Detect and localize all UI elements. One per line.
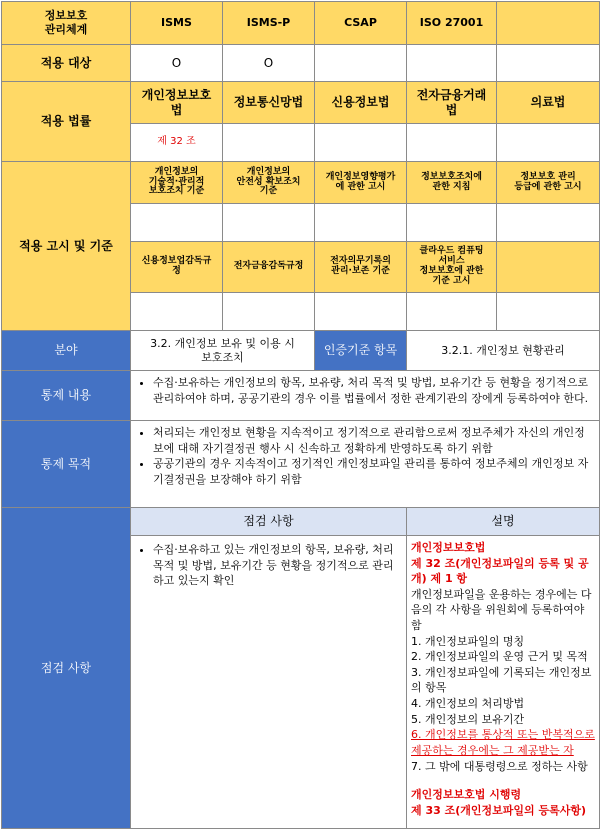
inspection-col-desc: 설명	[407, 508, 600, 536]
purpose-content	[131, 421, 600, 508]
desc-law2: 개인정보보호법 시행령	[411, 788, 522, 802]
notice-2: 개인정보의 안전성 확보조치 기준	[223, 162, 315, 204]
law-article-blank-2	[223, 124, 315, 162]
notice-blank-1	[131, 204, 223, 242]
notice-blank-2	[223, 204, 315, 242]
empty-header	[497, 2, 600, 45]
standards-table	[1, 1, 600, 829]
control-content	[131, 371, 600, 421]
inspection-items	[131, 536, 407, 829]
control-item: • 수집·보유하는 개인정보의 항목, 보유량, 처리 목적 및 방법, 보유기간 등 현황을 정기적으로 관리하여야 하며, 공공기관의 경우 이를 법률에서 정한 관계기관의 장에게 등록하여야 한다.	[153, 375, 595, 406]
system-label: 정보보호 관리체계	[2, 2, 131, 45]
target-isms: O	[131, 45, 223, 82]
target-csap	[315, 45, 407, 82]
desc-law2-article: 제 33 조(개인정보파일의 등록사항)	[411, 803, 586, 817]
field-value: 3.2. 개인정보 보유 및 이용 시 보호조치	[131, 331, 315, 371]
notices-label: 적용 고시 및 기준	[2, 162, 131, 331]
desc-law1-article: 제 32 조(개인정보파일의 등록 및 공개) 제 1 항	[411, 556, 589, 586]
notice-5: 정보보호 관리 등급에 관한 고시	[497, 162, 600, 204]
desc-spacer	[411, 774, 595, 787]
notice-1: 개인정보의 기술적·관리적 보호조치 기준	[131, 162, 223, 204]
target-blank	[497, 45, 600, 82]
desc-list-item: 1. 개인정보파일의 명칭	[411, 634, 525, 648]
law-privacy: 개인정보보호 법	[131, 82, 223, 124]
control-label: 통제 내용	[2, 371, 131, 421]
notice-9: 클라우드 컴퓨팅 서비스 정보보호에 관한 기준 고시	[407, 242, 497, 293]
law-article-blank-4	[407, 124, 497, 162]
target-isms-p: O	[223, 45, 315, 82]
notice-6: 신용정보업감독규 정	[131, 242, 223, 293]
desc-intro: 개인정보파일을 운용하는 경우에는 다음의 각 사항을 위원회에 등록하여야 함	[411, 587, 592, 633]
law-article: 제 32 조	[131, 124, 223, 162]
inspection-item: • 수집·보유하고 있는 개인정보의 항목, 보유량, 처리 목적 및 방법, 보유기간 등 현황을 정기적으로 관리하고 있는지 확인	[153, 542, 396, 589]
inspection-description	[407, 536, 600, 829]
criteria-value: 3.2.1. 개인정보 현황관리	[407, 331, 600, 371]
notice-blank-10	[497, 293, 600, 331]
desc-list-item: 5. 개인정보의 보유기간	[411, 712, 525, 726]
notice-blank-4	[407, 204, 497, 242]
desc-list-item: 4. 개인정보의 처리방법	[411, 697, 525, 711]
purpose-label: 통제 목적	[2, 421, 131, 508]
inspection-label: 점검 사항	[2, 508, 131, 829]
notice-blank-3	[315, 204, 407, 242]
isms-p-header: ISMS-P	[223, 2, 315, 45]
purpose-item: • 처리되는 개인정보 현황을 지속적이고 정기적으로 관리함으로써 정보주체가 자신의 개인정보에 대해 자기결정권 행사 시 신속하고 정확하게 반영하도록 하기 위함	[153, 425, 595, 456]
law-network: 정보통신망법	[223, 82, 315, 124]
notice-blank-5	[497, 204, 600, 242]
inspection-col-items: 점검 사항	[131, 508, 407, 536]
notice-10	[497, 242, 600, 293]
target-iso	[407, 45, 497, 82]
iso-header: ISO 27001	[407, 2, 497, 45]
notice-3: 개인정보영향평가 에 관한 고시	[315, 162, 407, 204]
desc-list-item: 3. 개인정보파일에 기록되는 개인정보의 항목	[411, 665, 592, 695]
notice-blank-9	[407, 293, 497, 331]
law-e-finance: 전자금융거래 법	[407, 82, 497, 124]
isms-header: ISMS	[131, 2, 223, 45]
desc-list-item: 2. 개인정보파일의 운영 근거 및 목적	[411, 650, 588, 664]
notice-blank-7	[223, 293, 315, 331]
desc-item-7: 7. 그 밖에 대통령령으로 정하는 사항	[411, 759, 588, 773]
law-article-blank-5	[497, 124, 600, 162]
laws-label: 적용 법률	[2, 82, 131, 162]
notice-8: 전자의무기록의 관리·보존 기준	[315, 242, 407, 293]
criteria-label: 인증기준 항목	[315, 331, 407, 371]
notice-4: 정보보호조치에 관한 지침	[407, 162, 497, 204]
law-article-blank-3	[315, 124, 407, 162]
field-label: 분야	[2, 331, 131, 371]
notice-blank-8	[315, 293, 407, 331]
target-label: 적용 대상	[2, 45, 131, 82]
desc-law1: 개인정보보호법	[411, 541, 486, 554]
notice-7: 전자금융감독규정	[223, 242, 315, 293]
csap-header: CSAP	[315, 2, 407, 45]
desc-item-6: 6. 개인정보를 통상적 또는 반복적으로 제공하는 경우에는 그 제공받는 자	[411, 728, 595, 757]
notice-blank-6	[131, 293, 223, 331]
law-credit: 신용정보법	[315, 82, 407, 124]
law-medical: 의료법	[497, 82, 600, 124]
purpose-item: • 공공기관의 경우 지속적이고 정기적인 개인정보파일 관리를 통하여 정보주체의 개인정보 자기결정권을 보장해야 하기 위함	[153, 456, 595, 487]
